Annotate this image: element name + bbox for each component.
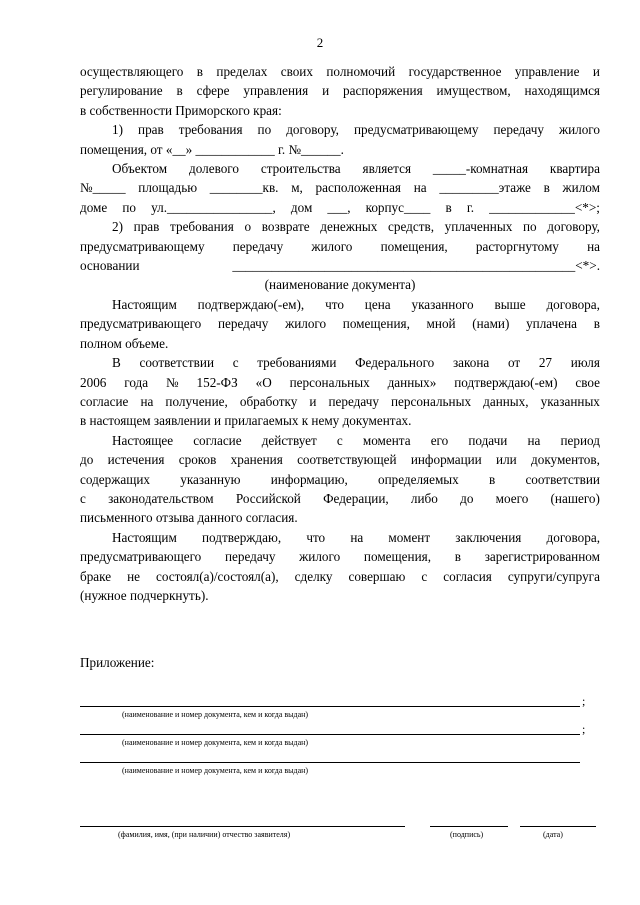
text-line: предусматривающего передачу жилого помещения, в зарегистрированном (80, 549, 600, 565)
text-line: Объектом долевого строительства является _____-комнатная квартира (112, 161, 600, 177)
text-line: полном объеме. (80, 335, 169, 351)
attachment-caption-2: (наименование и номер документа, кем и когда выдан) (122, 738, 309, 747)
attachment-line-3 (80, 762, 580, 763)
attachment-semicolon-2: ; (582, 722, 586, 736)
text-line: (нужное подчеркнуть). (80, 587, 209, 603)
text-line: 1) прав требования по договору, предусматривающему передачу жилого (112, 122, 600, 138)
text-line: браке не состоял(а)/состоял(а), сделку совершаю с согласия супруги/супруга (80, 568, 600, 584)
text-line: с законодательством Российской Федерации, либо до моего (нашего) (80, 490, 600, 506)
text-line: 2) прав требования о возврате денежных средств, уплаченных по договору, (112, 219, 600, 235)
text-line: основании ____________________________________________________<*>. (80, 258, 600, 274)
text-line: письменного отзыва данного согласия. (80, 510, 298, 526)
attachment-caption-3: (наименование и номер документа, кем и когда выдан) (122, 766, 309, 775)
text-line: помещения, от «__» ____________ г. №______. (80, 141, 344, 157)
text-line: 2006 года № 152-ФЗ «О персональных данных» подтверждаю(-ем) свое (80, 374, 600, 390)
signature-caption: (подпись) (450, 830, 484, 839)
applicant-name-line (80, 826, 405, 827)
text-line: доме по ул.________________, дом ___, корпус____ в г. _____________<*>; (80, 199, 600, 215)
text-line: регулирование в сфере управления и распоряжения имуществом, находящимся (80, 83, 600, 99)
text-line: предусматривающего передачу жилого помещения, мной (нами) уплачена в (80, 316, 600, 332)
text-line: до истечения сроков хранения соответствующей информации или документов, (80, 452, 600, 468)
document-body (80, 62, 600, 605)
text-line: согласие на получение, обработку и передачу персональных данных, указанных (80, 393, 600, 409)
date-caption: (дата) (543, 830, 563, 839)
appendix-title: Приложение: (80, 655, 155, 670)
signature-line (430, 826, 508, 827)
attachment-line-1 (80, 706, 580, 707)
text-line: содержащих указанную информацию, определяемых в соответствии (80, 471, 600, 487)
date-line (520, 826, 596, 827)
text-line: В соответствии с требованиями Федерального закона от 27 июля (112, 355, 600, 371)
text-line: №_____ площадью ________кв. м, расположенная на _________этаже в жилом (80, 180, 600, 196)
text-line: осуществляющего в пределах своих полномочий государственное управление и (80, 64, 600, 79)
document-name-caption: (наименование документа) (264, 277, 416, 293)
text-line: предусматривающему передачу жилого помещения, расторгнутому на (80, 238, 600, 254)
attachment-caption-1: (наименование и номер документа, кем и когда выдан) (122, 710, 309, 719)
attachment-line-2 (80, 734, 580, 735)
text-line: в настоящем заявлении и прилагаемых к нему документах. (80, 413, 412, 429)
text-line: Настоящим подтверждаю(-ем), что цена указанного выше договора, (112, 296, 600, 312)
page-number: 2 (316, 35, 324, 50)
applicant-name-caption: (фамилия, имя, (при наличии) отчество заявителя) (118, 830, 291, 839)
text-line: в собственности Приморского края: (80, 102, 282, 118)
attachment-semicolon-1: ; (582, 694, 586, 708)
text-line: Настоящим подтверждаю, что на момент заключения договора, (112, 529, 600, 545)
text-line: Настоящее согласие действует с момента его подачи на период (112, 432, 600, 448)
